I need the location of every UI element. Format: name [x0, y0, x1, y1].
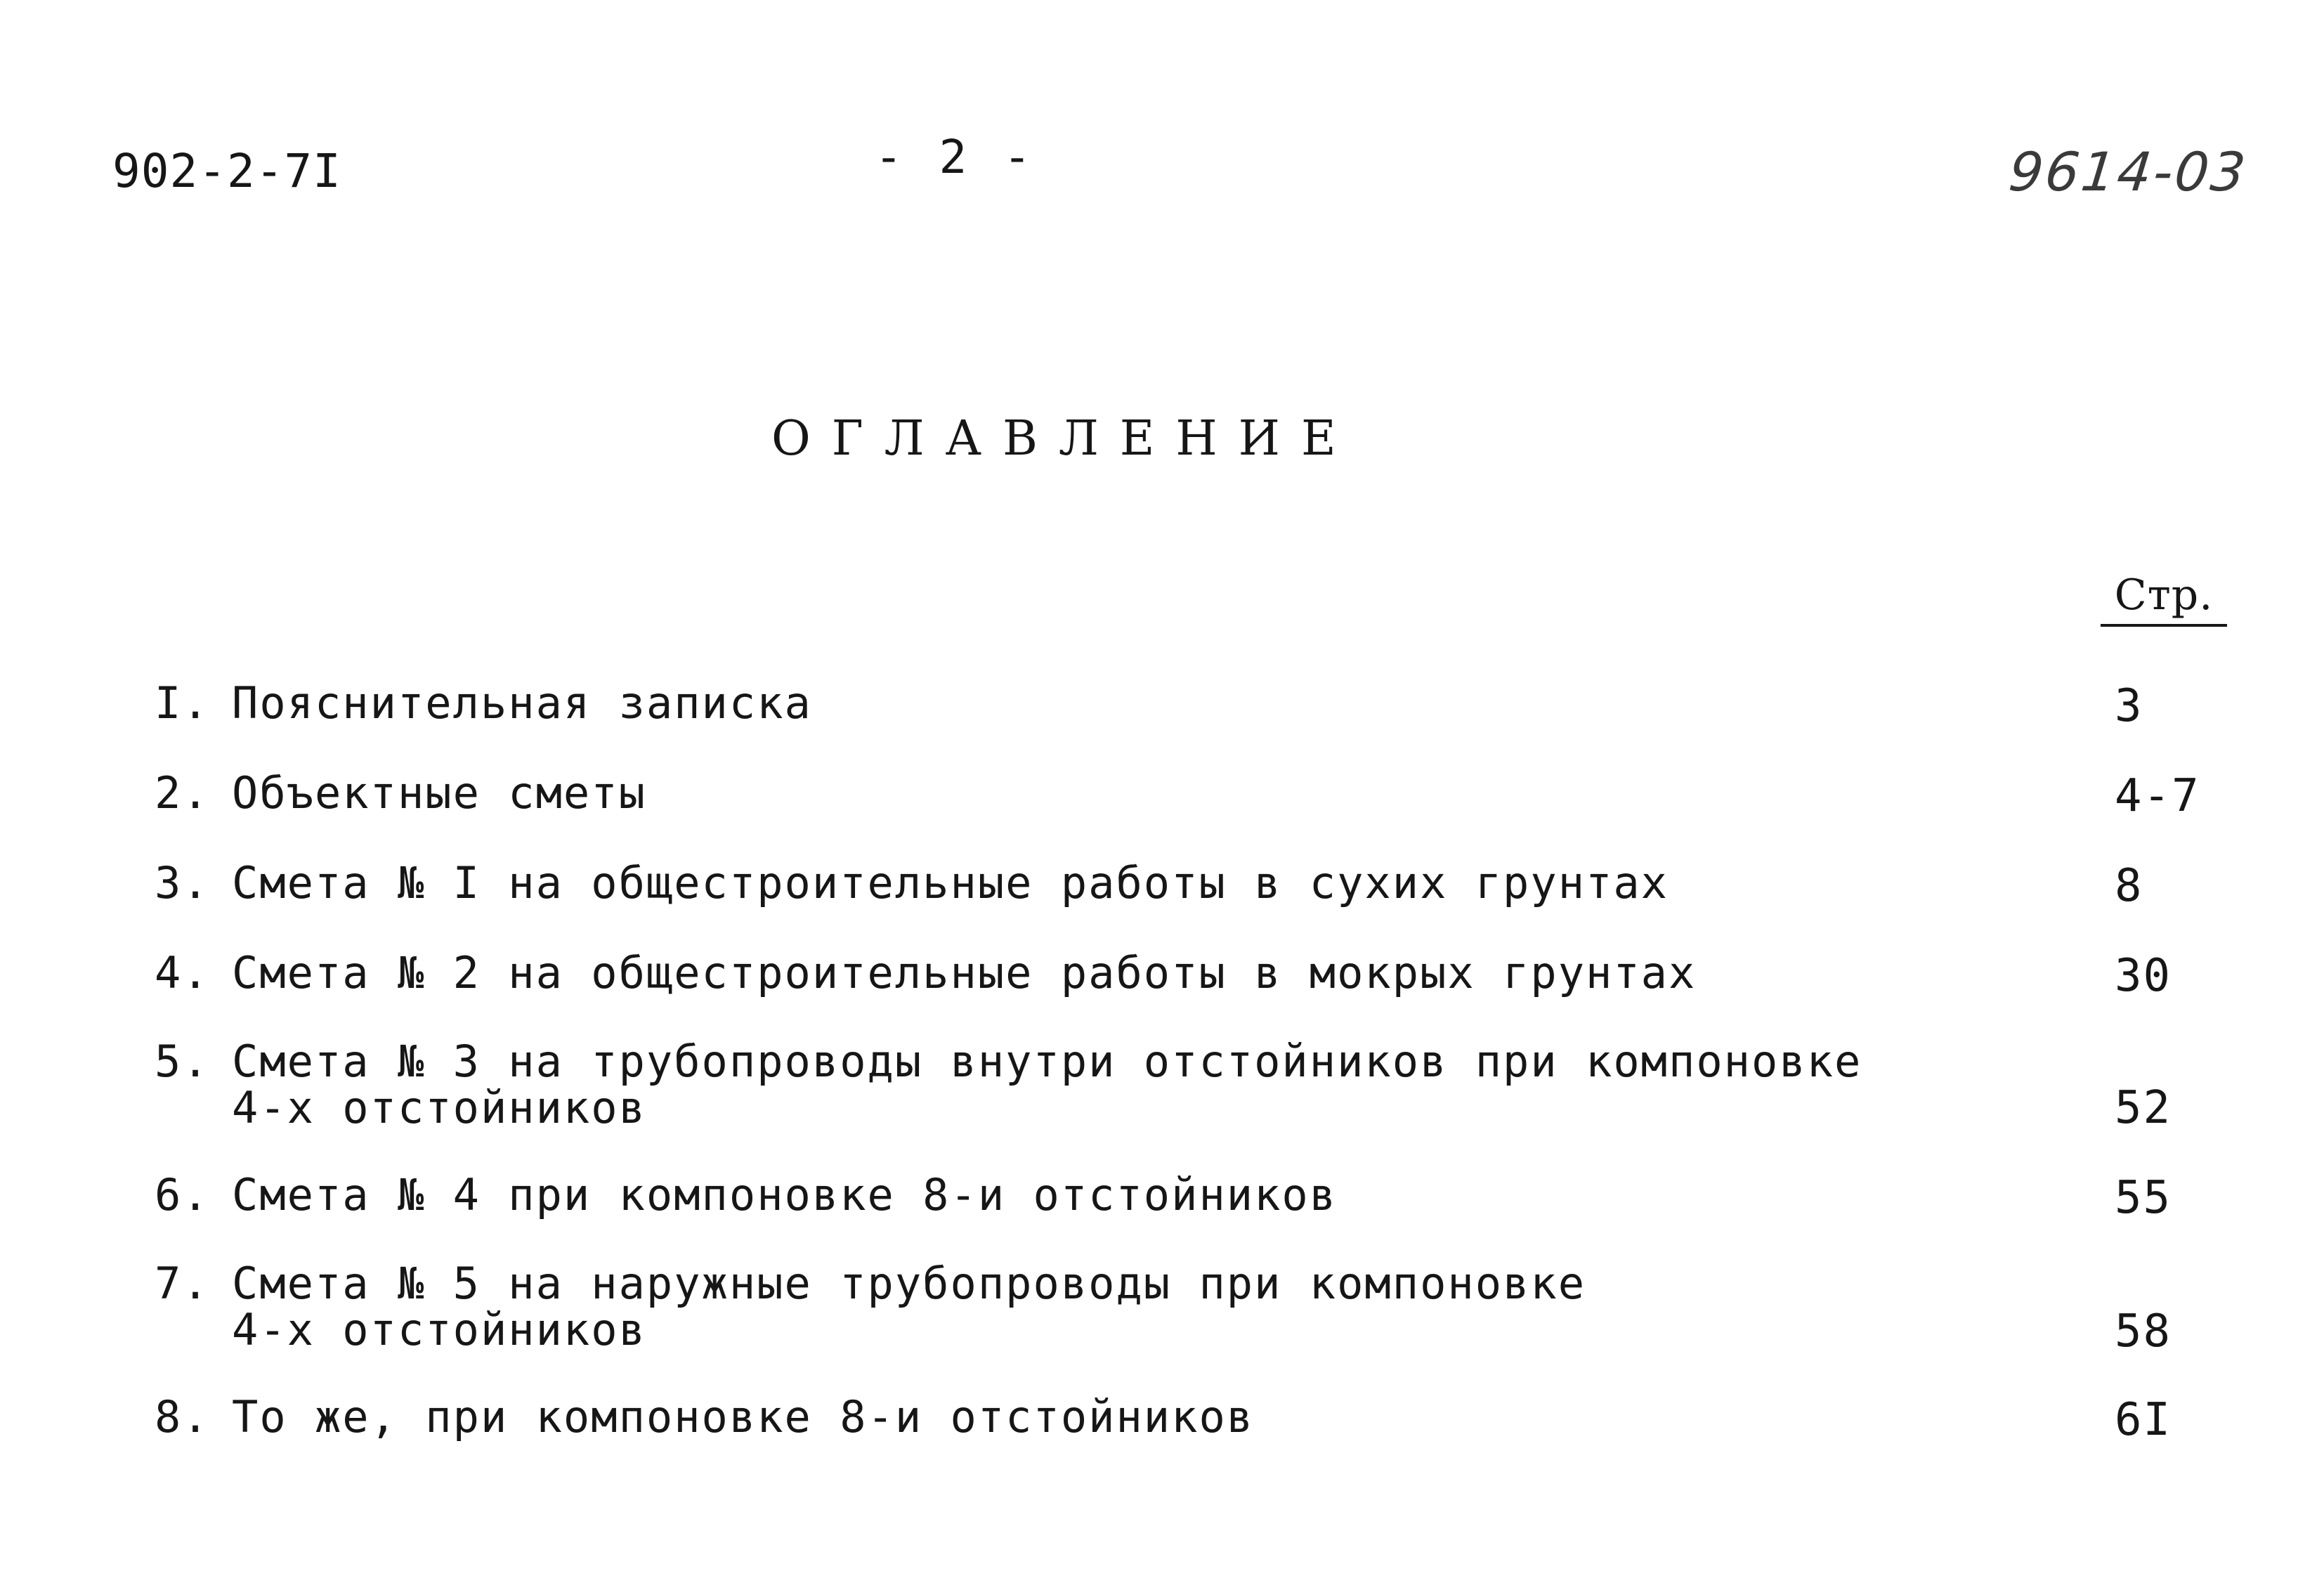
toc-item-page: 4-7: [2115, 770, 2200, 822]
toc-item-page: 8: [2115, 860, 2143, 912]
toc-item-text: Пояснительная записка: [232, 677, 812, 729]
toc-item: [155, 767, 646, 819]
toc-item-number: 4.: [155, 947, 210, 998]
toc-item: [155, 1258, 1586, 1355]
toc-item: [155, 1038, 1862, 1131]
toc-item-text-continuation: 4-х отстойников: [232, 1082, 646, 1133]
toc-item-text: Смета № 5 на наружные трубопроводы при компоновке: [232, 1258, 1586, 1309]
toc-item-number: 7.: [155, 1258, 210, 1309]
toc-item: [155, 857, 1669, 909]
document-code: 902-2-7I: [112, 144, 341, 198]
toc-item-text-continuation: 4-х отстойников: [232, 1304, 646, 1355]
toc-item-page: 55: [2115, 1172, 2172, 1224]
toc-item: [155, 677, 812, 729]
handwritten-code: 9614-03: [2006, 141, 2251, 203]
toc-title: ОГЛАВЛЕНИЕ: [771, 411, 1357, 467]
toc-item: [155, 1169, 1338, 1220]
toc-item-number: 6.: [155, 1169, 210, 1220]
toc-item-page: 58: [2115, 1305, 2172, 1357]
page-number: - 2 -: [875, 130, 1036, 184]
toc-item-number: I.: [155, 677, 210, 729]
toc-item-page: 3: [2115, 680, 2143, 732]
toc-item-text: Смета № 4 при компоновке 8-и отстойников: [232, 1169, 1338, 1220]
toc-item-page: 6I: [2115, 1394, 2172, 1446]
toc-item-text: Объектные сметы: [232, 767, 646, 819]
toc-item-number: 2.: [155, 767, 210, 819]
toc-item-text: Смета № I на общестроительные работы в сухих грунтах: [232, 857, 1669, 909]
toc-item-page: 52: [2115, 1082, 2172, 1134]
pages-column-header: Стр.: [2101, 571, 2227, 627]
toc-item-text: То же, при компоновке 8-и отстойников: [232, 1391, 1255, 1443]
toc-item: [155, 947, 1697, 998]
toc-item-text: Смета № 2 на общестроительные работы в мокрых грунтах: [232, 947, 1697, 998]
toc-item-page: 30: [2115, 950, 2172, 1002]
toc-item-text: Смета № 3 на трубопроводы внутри отстойников при компоновке: [232, 1036, 1862, 1087]
toc-item-number: 3.: [155, 857, 210, 909]
toc-item-number: 5.: [155, 1036, 210, 1087]
toc-item: [155, 1391, 1255, 1443]
toc-item-number: 8.: [155, 1391, 210, 1443]
